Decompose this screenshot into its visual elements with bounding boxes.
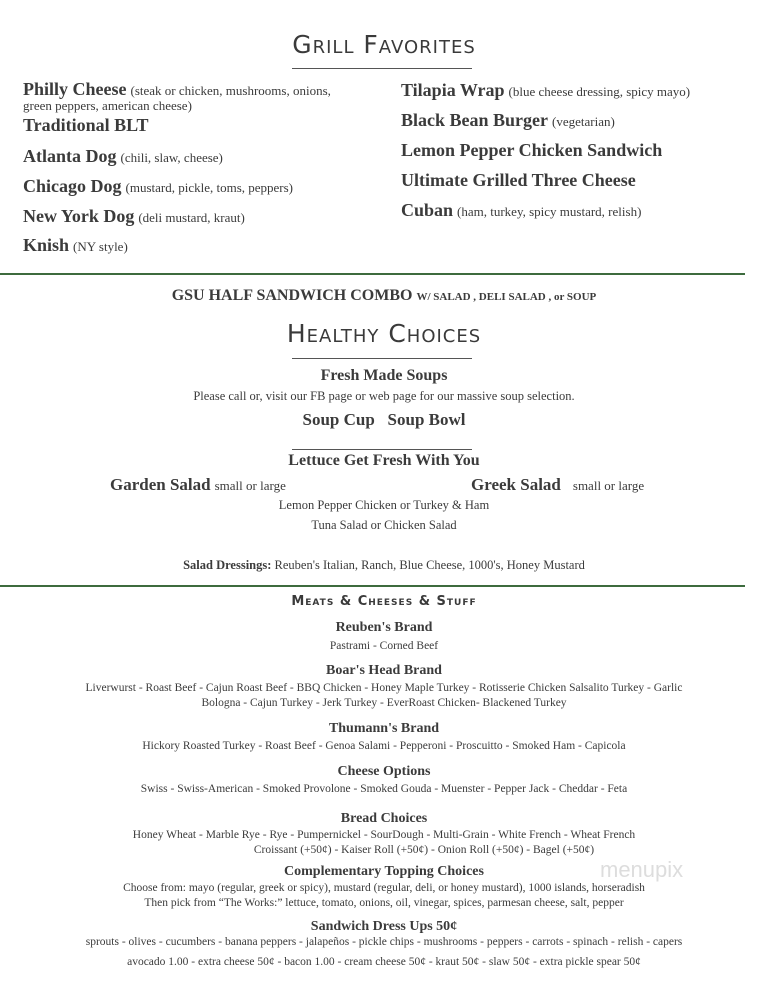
item-name: New York Dog — [23, 206, 135, 226]
salads-title: Lettuce Get Fresh With You — [288, 452, 480, 469]
item-name: Cuban — [401, 200, 454, 220]
combo-desc: W/ SALAD , DELI SALAD , or SOUP — [416, 291, 597, 303]
item-desc: (vegetarian) — [552, 114, 615, 129]
brand-items: Pastrami - Corned Beef — [329, 640, 439, 652]
brand-title: Boar's Head Brand — [326, 663, 442, 678]
dressings-label: Salad Dressings: — [183, 558, 272, 572]
menu-item — [401, 80, 690, 101]
combo-title: GSU HALF SANDWICH COMBO — [171, 287, 413, 304]
healthy-choices-title: Healthy Choices — [286, 319, 482, 348]
menu-item — [23, 80, 331, 100]
combo-line — [0, 287, 768, 305]
grill-favorites-title: Grill Favorites — [292, 30, 476, 59]
bread-items: Croissant (+50¢) - Kaiser Roll (+50¢) - Onion Roll (+50¢) - Bagel (+50¢) — [253, 844, 595, 856]
salad-topping: Tuna Salad or Chicken Salad — [311, 518, 457, 532]
greek-salad — [471, 475, 644, 495]
brand-items: Hickory Roasted Turkey - Roast Beef - Genoa Salami - Pepperoni - Proscuitto - Smoked Ham - Capicola — [142, 740, 626, 752]
item-desc: (blue cheese dressing, spicy mayo) — [508, 84, 691, 99]
item-name: Garden Salad — [110, 475, 211, 494]
soup-options — [0, 410, 768, 430]
soups-note: Please call or, visit our FB page or web page for our massive soup selection. — [193, 389, 575, 403]
divider — [292, 358, 472, 359]
watermark: menupix — [600, 857, 684, 882]
item-desc: (chili, slaw, cheese) — [120, 150, 223, 165]
topping-title: Complementary Topping Choices — [284, 864, 484, 879]
dress-ups-title: Sandwich Dress Ups 50¢ — [310, 919, 458, 934]
cheese-title: Cheese Options — [337, 764, 431, 779]
item-name: Philly Cheese — [23, 79, 127, 99]
item-name: Tilapia Wrap — [401, 80, 505, 100]
item-size: small or large — [214, 478, 286, 493]
menu-item — [401, 110, 615, 131]
cheese-items: Swiss - Swiss-American - Smoked Provolone - Smoked Gouda - Muenster - Pepper Jack - Cheddar - Feta — [140, 783, 628, 795]
brand-title: Thumann's Brand — [328, 721, 440, 736]
item-desc: (ham, turkey, spicy mustard, relish) — [457, 204, 642, 219]
item-name: Ultimate Grilled Three Cheese — [401, 170, 636, 190]
item-name: Lemon Pepper Chicken Sandwich — [401, 140, 663, 160]
topping-items: Then pick from “The Works:” lettuce, tomato, onions, oil, vinegar, spices, parmesan cheese, salt, pepper — [144, 897, 624, 909]
item-desc: (deli mustard, kraut) — [138, 210, 245, 225]
brand-items: Bologna - Cajun Turkey - Jerk Turkey - EverRoast Chicken- Blackened Turkey — [201, 697, 567, 709]
section-divider — [0, 273, 745, 275]
item-size: small or large — [572, 478, 645, 493]
divider — [292, 68, 472, 69]
menu-item — [23, 176, 293, 197]
item-name: Greek Salad — [471, 475, 561, 494]
dressings-list: Reuben's Italian, Ranch, Blue Cheese, 1000's, Honey Mustard — [274, 558, 585, 572]
item-desc: (steak or chicken, mushrooms, onions, — [130, 83, 331, 98]
menu-item — [401, 200, 641, 221]
brand-items: Liverwurst - Roast Beef - Cajun Roast Beef - BBQ Chicken - Honey Maple Turkey - Rotisserie Chicken Salsalito Turkey - Garlic — [85, 682, 683, 694]
item-desc: green peppers, american cheese) — [23, 98, 192, 113]
section-divider — [0, 585, 745, 587]
bread-title: Bread Choices — [340, 811, 428, 826]
item-name: Chicago Dog — [23, 176, 122, 196]
item-name: Atlanta Dog — [23, 146, 117, 166]
soup-bowl: Soup Bowl — [387, 410, 466, 429]
soups-title: Fresh Made Soups — [320, 367, 448, 384]
menu-item — [23, 206, 245, 227]
item-desc: (mustard, pickle, toms, peppers) — [125, 180, 294, 195]
item-name: Knish — [23, 235, 70, 255]
bread-items: Honey Wheat - Marble Rye - Rye - Pumpernickel - SourDough - Multi-Grain - White French - Wheat French — [132, 829, 636, 841]
salad-topping: Lemon Pepper Chicken or Turkey & Ham — [278, 498, 490, 512]
item-name: Black Bean Burger — [401, 110, 548, 130]
menu-item — [23, 146, 223, 167]
soup-cup: Soup Cup — [302, 410, 375, 429]
dress-ups-items: avocado 1.00 - extra cheese 50¢ - bacon 1.00 - cream cheese 50¢ - kraut 50¢ - slaw 50¢ - extra pickle spear 50¢ — [127, 956, 641, 968]
brand-title: Reuben's Brand — [335, 620, 433, 635]
divider — [292, 449, 472, 450]
item-name: Traditional BLT — [23, 115, 149, 135]
item-desc: (NY style) — [73, 239, 128, 254]
salad-dressings — [0, 558, 768, 573]
meats-title: Meats & Cheeses & Stuff — [291, 594, 477, 609]
topping-items: Choose from: mayo (regular, greek or spicy), mustard (regular, deli, or honey mustard), 1000 islands, horseradish — [123, 882, 645, 894]
garden-salad — [110, 475, 286, 495]
menu-item — [23, 235, 128, 256]
dress-ups-items: sprouts - olives - cucumbers - banana peppers - jalapeños - pickle chips - mushrooms - peppers - carrots - spinach - relish - capers — [85, 936, 683, 948]
